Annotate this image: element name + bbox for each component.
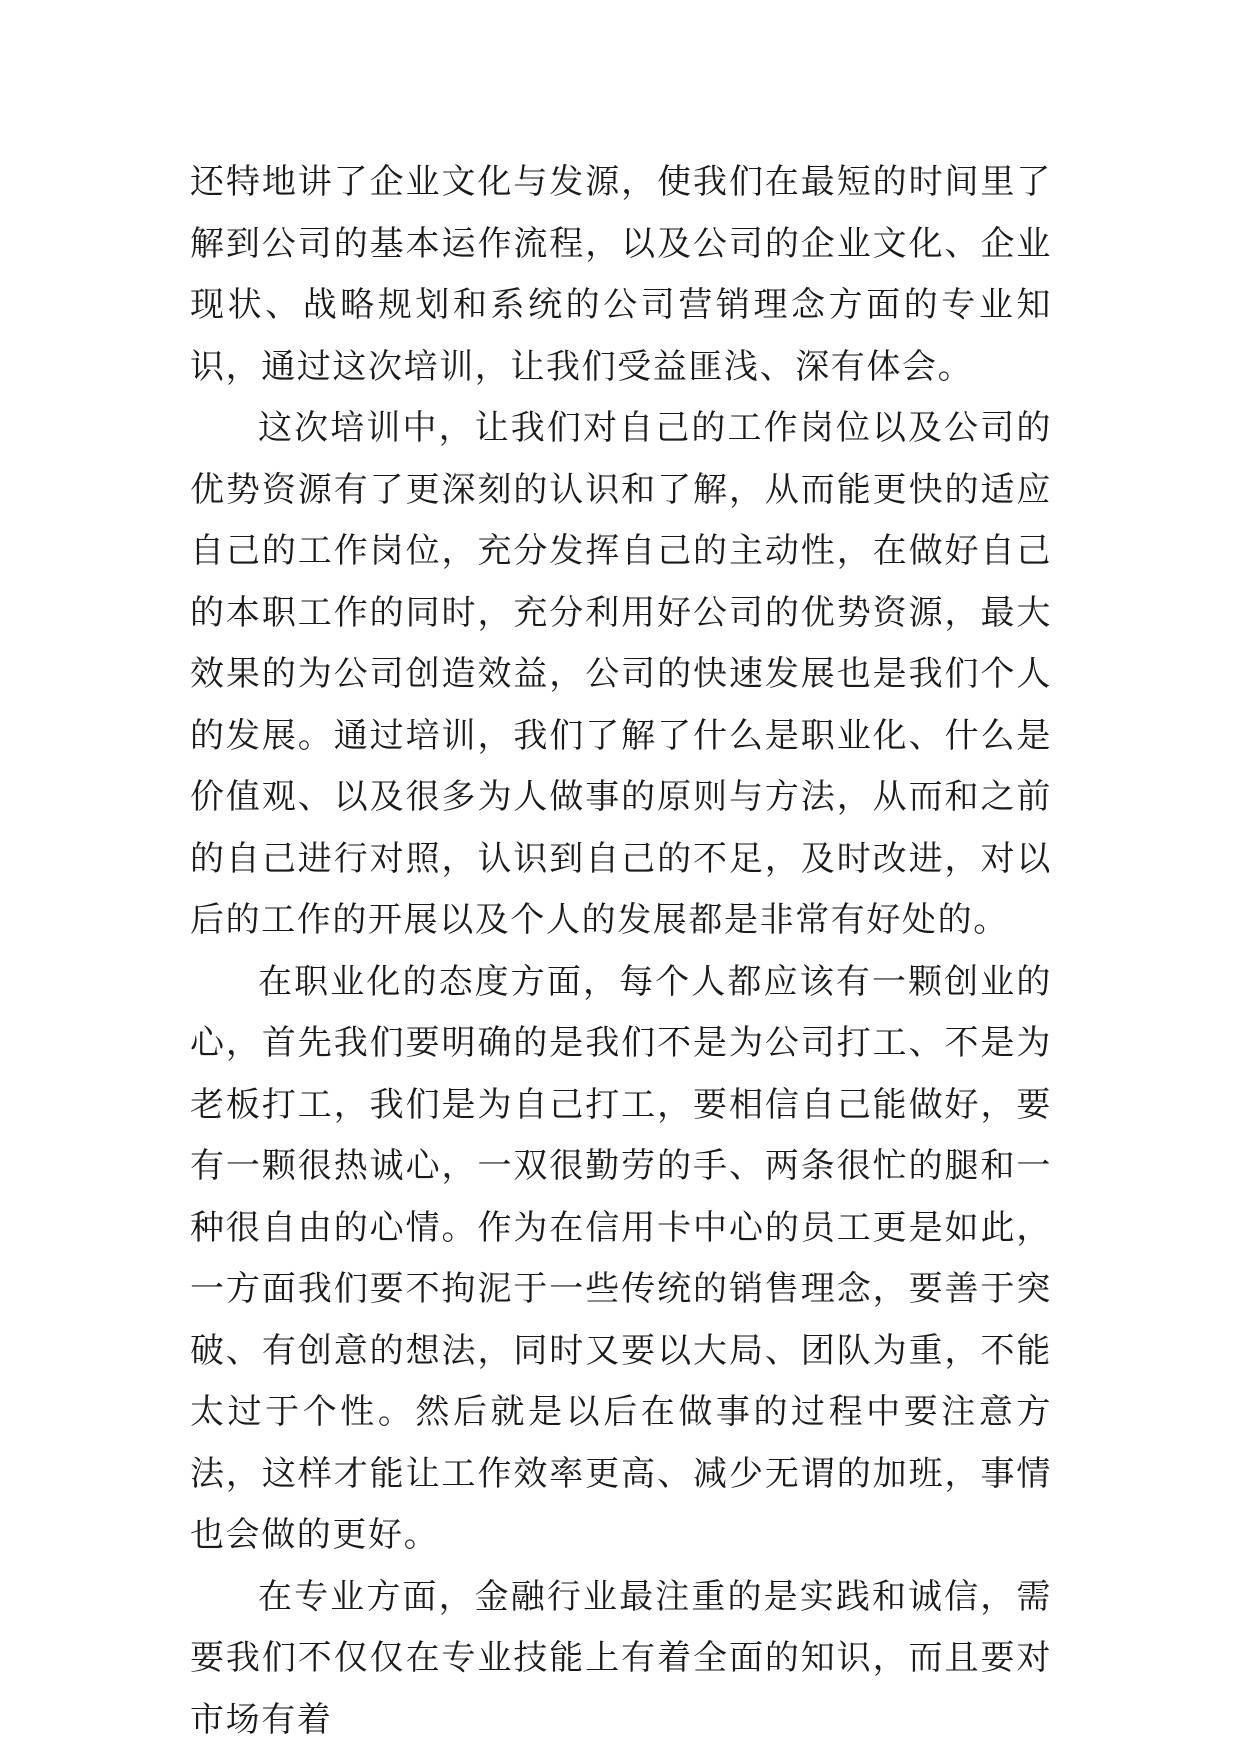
- document-body: [190, 152, 1052, 1751]
- paragraph-1: 还特地讲了企业文化与发源，使我们在最短的时间里了解到公司的基本运作流程，以及公司的企业文化、企业现状、战略规划和系统的公司营销理念方面的专业知识，通过这次培训，让我们受益匪浅、深有体会。: [190, 162, 1052, 387]
- paragraph-2: 这次培训中，让我们对自己的工作岗位以及公司的优势资源有了更深刻的认识和了解，从而能更快的适应自己的工作岗位，充分发挥自己的主动性，在做好自己的本职工作的同时，充分利用好公司的优势资源，最大效果的为公司创造效益，公司的快速发展也是我们个人的发展。通过培训，我们了解了什么是职业化、什么是价值观、以及很多为人做事的原则与方法，从而和之前的自己进行对照，认识到自己的不足，及时改进，对以后的工作的开展以及个人的发展都是非常有好处的。: [190, 408, 1052, 940]
- paragraph-4: 在专业方面，金融行业最注重的是实践和诚信，需要我们不仅仅在专业技能上有着全面的知识，而且要对市场有着: [190, 1576, 1052, 1740]
- paragraph-3: 在职业化的态度方面，每个人都应该有一颗创业的心，首先我们要明确的是我们不是为公司打工、不是为老板打工，我们是为自己打工，要相信自己能做好，要有一颗很热诚心，一双很勤劳的手、两条很忙的腿和一种很自由的心情。作为在信用卡中心的员工更是如此，一方面我们要不拘泥于一些传统的销售理念，要善于突破、有创意的想法，同时又要以大局、团队为重，不能太过于个性。然后就是以后在做事的过程中要注意方法，这样才能让工作效率更高、减少无谓的加班，事情也会做的更好。: [190, 961, 1052, 1555]
